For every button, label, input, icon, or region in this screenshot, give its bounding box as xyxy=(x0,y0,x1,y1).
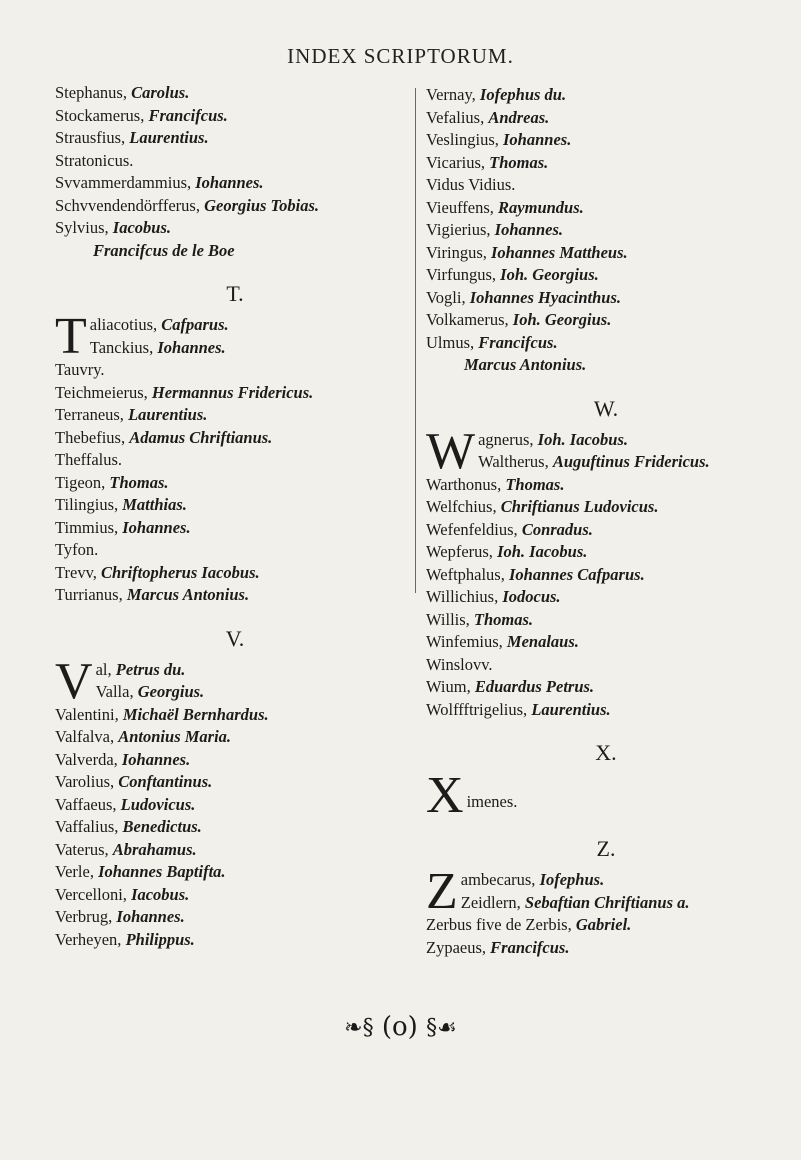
index-entry xyxy=(426,242,786,265)
section-letter-w: W. xyxy=(593,395,619,421)
entry-given-name: Thomas. xyxy=(473,609,534,629)
index-entry xyxy=(426,129,786,152)
index-entry xyxy=(55,217,415,240)
entry-surname: Vernay, xyxy=(426,85,476,104)
entry-given-name: Thomas. xyxy=(489,152,549,172)
index-entry: Valla, Georgius. xyxy=(95,682,205,701)
entry-given-name: Iacobus. xyxy=(112,218,171,237)
entry-surname: Valentini, xyxy=(55,704,119,724)
index-entry xyxy=(426,564,786,587)
page-title: INDEX SCRIPTORUM. xyxy=(287,44,514,68)
section-z-list xyxy=(426,914,786,959)
index-entry xyxy=(55,906,415,929)
index-entry xyxy=(426,586,786,609)
entry-surname: Valfalva, xyxy=(55,727,115,746)
entry-surname: Willis, xyxy=(426,609,470,629)
entry-given-name: Menalaus. xyxy=(506,632,579,651)
index-entry xyxy=(55,794,415,817)
entry-surname: Vefalius, xyxy=(426,107,485,127)
entry-given-name: Benedictus. xyxy=(122,817,202,836)
index-entry xyxy=(426,264,786,287)
index-entry xyxy=(426,152,786,175)
section-t-list xyxy=(55,359,415,607)
index-entry xyxy=(55,195,415,218)
index-entry xyxy=(55,749,415,772)
entry-surname: Zypaeus, xyxy=(426,937,487,957)
entry-surname: Wepferus, xyxy=(426,542,493,561)
entry-given-name: Andreas. xyxy=(488,107,550,127)
entry-surname: Valverda, xyxy=(55,749,118,769)
entry-surname: Stratonicus. xyxy=(55,150,134,170)
section-t-first-entries xyxy=(55,314,415,359)
entry-given-name: Hermannus Fridericus. xyxy=(151,382,314,402)
entry-surname: Wium, xyxy=(426,677,471,696)
entry-given-name: Iohannes Hyacinthus. xyxy=(469,287,622,307)
index-entry: aliacotius, Cafparus. xyxy=(89,315,229,334)
index-entry xyxy=(55,861,415,884)
section-s-list xyxy=(55,82,415,262)
index-entry xyxy=(55,562,415,585)
index-entry xyxy=(55,539,415,562)
entry-given-name: Raymundus. xyxy=(498,197,584,217)
entry-given-name: Iacobus. xyxy=(131,884,190,904)
entry-given-name: Iohannes. xyxy=(503,130,572,149)
left-column xyxy=(55,82,415,951)
entry-surname: Theffalus. xyxy=(55,450,123,469)
section-w-list xyxy=(426,474,786,722)
entry-surname: Winfemius, xyxy=(426,632,503,651)
entry-given-name: Chriftianus Ludovicus. xyxy=(500,497,659,516)
entry-surname: Willichius, xyxy=(426,587,499,606)
entry-surname: Stephanus, xyxy=(55,83,127,102)
index-entry xyxy=(426,84,786,107)
entry-surname: Veslingius, xyxy=(426,130,499,149)
index-entry xyxy=(426,496,786,519)
entry-surname: Vaterus, xyxy=(55,839,109,859)
index-entry xyxy=(426,474,786,497)
drop-cap-z: Z xyxy=(426,869,458,914)
index-entry xyxy=(55,404,415,427)
entry-surname: Svvammerdammius, xyxy=(55,173,192,192)
index-entry xyxy=(55,816,415,839)
index-entry: al, Petrus du. xyxy=(95,659,186,679)
entry-given-name: Chriftopherus Iacobus. xyxy=(101,562,260,582)
entry-surname: Tilingius, xyxy=(55,495,119,514)
section-z-first-entries xyxy=(426,869,786,914)
entry-surname: Wolffftrigelius, xyxy=(426,699,528,719)
entry-surname: Zerbus five de Zerbis, xyxy=(426,915,572,934)
index-entry: Tanckius, Iohannes. xyxy=(89,337,226,357)
entry-given-name: Francifcus. xyxy=(148,105,228,125)
entry-surname: Winslovv. xyxy=(426,654,493,674)
entry-given-name: Ioh. Iacobus. xyxy=(497,542,588,561)
index-entry xyxy=(426,197,786,220)
entry-given-name: Iohannes. xyxy=(116,907,185,926)
index-entry xyxy=(55,517,415,540)
index-entry: agnerus, Ioh. Iacobus. xyxy=(478,429,628,449)
index-entry xyxy=(426,541,786,564)
index-entry xyxy=(426,519,786,542)
index-entry xyxy=(426,174,786,197)
entry-surname: Turrianus, xyxy=(55,585,123,604)
entry-given-name: Iohannes. xyxy=(195,173,264,192)
entry-given-name: Iofephus du. xyxy=(479,85,567,104)
section-letter-z: Z. xyxy=(596,836,616,861)
entry-given-name: Laurentius. xyxy=(531,699,611,719)
entry-given-name: Laurentius. xyxy=(128,405,208,424)
entry-given-name: Iodocus. xyxy=(502,587,561,606)
entry-given-name: Abrahamus. xyxy=(112,839,197,859)
drop-cap-t: T xyxy=(55,314,87,359)
index-entry xyxy=(55,584,415,607)
index-entry xyxy=(55,884,415,907)
index-entry: ambecarus, Iofephus. xyxy=(460,870,605,889)
entry-surname: Trevv, xyxy=(55,562,97,582)
entry-given-name: Matthias. xyxy=(122,495,187,514)
entry-surname: Tyfon. xyxy=(55,540,99,559)
entry-given-name: Laurentius. xyxy=(129,128,209,147)
index-entry xyxy=(55,726,415,749)
index-entry xyxy=(55,150,415,173)
section-v-first-entries xyxy=(55,659,415,704)
entry-surname: Verle, xyxy=(55,862,94,881)
entry-surname: Welfchius, xyxy=(426,497,497,516)
index-entry xyxy=(426,631,786,654)
entry-given-name: Iohannes Cafparus. xyxy=(508,564,645,584)
index-entry xyxy=(55,427,415,450)
index-entry xyxy=(55,472,415,495)
entry-given-name: Marcus Antonius. xyxy=(464,355,587,374)
entry-surname: Wefenfeldius, xyxy=(426,519,518,539)
entry-surname: Tigeon, xyxy=(55,472,106,492)
left-ornament-icon: ❧§ xyxy=(344,1015,374,1041)
entry-given-name: Philippus. xyxy=(125,929,195,949)
index-entry xyxy=(55,172,415,195)
entry-surname: Volkamerus, xyxy=(426,310,509,329)
index-entry xyxy=(426,609,786,632)
entry-surname: Virfungus, xyxy=(426,265,497,284)
right-column xyxy=(426,84,786,959)
index-entry xyxy=(55,359,415,382)
index-entry xyxy=(426,309,786,332)
entry-surname: Vercelloni, xyxy=(55,884,127,904)
index-entry xyxy=(55,839,415,862)
entry-surname: Stockamerus, xyxy=(55,105,145,125)
entry-surname: Varolius, xyxy=(55,772,115,791)
entry-given-name: Marcus Antonius. xyxy=(126,585,250,604)
section-x-first-entries xyxy=(426,773,786,817)
index-entry xyxy=(55,127,415,150)
section-v-continued-list xyxy=(426,84,786,377)
entry-surname: Vieuffens, xyxy=(426,197,494,217)
index-entry xyxy=(55,704,415,727)
entry-surname: Vidus Vidius. xyxy=(426,175,516,194)
entry-surname: Strausfius, xyxy=(55,128,126,147)
index-entry xyxy=(55,105,415,128)
entry-surname: Weftphalus, xyxy=(426,564,505,584)
index-entry xyxy=(426,354,786,377)
section-w-first-entries xyxy=(426,429,786,474)
entry-given-name: Eduardus Petrus. xyxy=(474,677,595,696)
entry-given-name: Francifcus de le Boe xyxy=(93,240,235,260)
index-entry xyxy=(55,449,415,472)
entry-surname: Timmius, xyxy=(55,517,119,537)
index-entry: imenes. xyxy=(466,792,518,811)
section-v-list xyxy=(55,704,415,952)
entry-given-name: Iohannes Baptifta. xyxy=(98,862,226,881)
entry-given-name: Francifcus. xyxy=(490,937,570,957)
entry-surname: Vigierius, xyxy=(426,220,491,239)
index-entry xyxy=(426,332,786,355)
right-ornament-icon: §☙ xyxy=(426,1015,457,1041)
entry-surname: Vogli, xyxy=(426,287,466,307)
drop-cap-w: W xyxy=(426,428,476,474)
entry-surname: Teichmeierus, xyxy=(55,382,148,402)
entry-surname: Warthonus, xyxy=(426,474,502,494)
index-entry xyxy=(426,676,786,699)
entry-surname: Schvvendendörfferus, xyxy=(55,195,200,215)
entry-surname: Thebefius, xyxy=(55,427,126,447)
index-entry xyxy=(55,494,415,517)
drop-cap-v: V xyxy=(55,658,93,704)
page-footer xyxy=(0,1012,801,1042)
index-entry xyxy=(55,240,415,263)
section-letter-v: V. xyxy=(225,625,245,651)
drop-cap-x: X xyxy=(426,773,464,817)
entry-surname: Sylvius, xyxy=(55,218,109,237)
section-letter-t: T. xyxy=(226,281,244,306)
entry-given-name: Iohannes Matthеus. xyxy=(491,242,628,262)
entry-given-name: Francifcus. xyxy=(478,332,558,352)
index-entry xyxy=(426,914,786,937)
entry-given-name: Michaël Bernhardus. xyxy=(122,704,269,724)
entry-given-name: Ioh. Georgius. xyxy=(500,265,599,284)
entry-surname: Viringus, xyxy=(426,242,487,262)
entry-given-name: Iohannes. xyxy=(121,749,191,769)
entry-surname: Terraneus, xyxy=(55,405,124,424)
entry-given-name: Ludovicus. xyxy=(120,794,196,814)
column-divider xyxy=(415,88,416,593)
index-entry xyxy=(426,654,786,677)
index-entry xyxy=(55,382,415,405)
entry-given-name: Conradus. xyxy=(521,519,593,539)
index-entry xyxy=(55,82,415,105)
entry-surname: Tauvry. xyxy=(55,360,105,379)
entry-surname: Verheyen, xyxy=(55,929,122,949)
entry-surname: Ulmus, xyxy=(426,332,475,352)
entry-given-name: Gabriel. xyxy=(575,915,632,934)
index-entry: Waltherus, Auguftinus Fridericus. xyxy=(478,452,710,471)
entry-surname: Verbrug, xyxy=(55,907,113,926)
index-entry xyxy=(426,699,786,722)
entry-given-name: Thomas. xyxy=(505,474,565,494)
entry-given-name: Antonius Maria. xyxy=(118,727,232,746)
entry-given-name: Conftantinus. xyxy=(118,772,213,791)
entry-given-name: Ioh. Georgius. xyxy=(512,310,612,329)
index-entry: Zeidlern, Sebaftian Chriftianus a. xyxy=(460,892,690,912)
entry-given-name: Thomas. xyxy=(109,472,169,492)
entry-given-name: Carolus. xyxy=(131,83,190,102)
index-entry xyxy=(426,107,786,130)
entry-given-name: Iohannes. xyxy=(494,220,563,239)
index-entry xyxy=(426,937,786,960)
entry-surname: Vaffalius, xyxy=(55,817,119,836)
index-entry xyxy=(55,771,415,794)
page-marker: (o) xyxy=(381,1012,418,1042)
entry-surname: Vicarius, xyxy=(426,152,486,172)
entry-given-name: Adamus Chriftianus. xyxy=(129,427,273,447)
index-entry xyxy=(426,219,786,242)
index-entry xyxy=(55,929,415,952)
section-letter-x: X. xyxy=(595,740,617,765)
entry-given-name: Iohannes. xyxy=(122,517,191,537)
index-entry xyxy=(426,287,786,310)
entry-surname: Vaffaeus, xyxy=(55,794,117,814)
entry-given-name: Georgius Tobias. xyxy=(204,195,319,215)
